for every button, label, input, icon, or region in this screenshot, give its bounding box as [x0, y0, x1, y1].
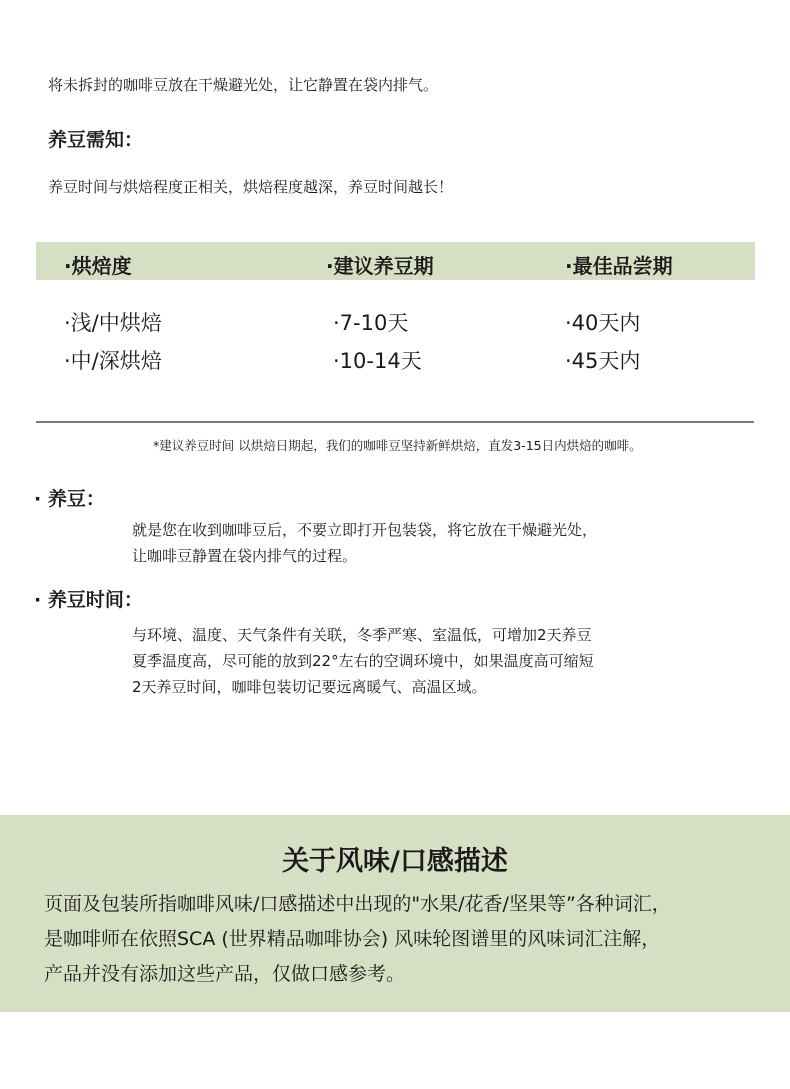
header-degas-period: ·建议养豆期 — [326, 254, 434, 278]
paragraph-line: 让咖啡豆静置在袋内排气的过程。 — [132, 547, 358, 565]
paragraph-line: 就是您在收到咖啡豆后，不要立即打开包装袋，将它放在干燥避光处， — [132, 521, 598, 539]
table-cell: ·中/深烘焙 — [64, 349, 162, 373]
bullet-icon: · — [34, 488, 48, 510]
divider — [36, 421, 754, 423]
flavor-title: 关于风味/口感描述 — [282, 846, 508, 877]
flavor-paragraph — [44, 887, 784, 992]
table-cell: ·40天内 — [565, 311, 641, 335]
paragraph-line: 与环境、温度、天气条件有关联，冬季严寒、室温低，可增加2天养豆 — [132, 626, 592, 644]
degas-time-paragraph — [132, 622, 594, 700]
paragraph-line: 2天养豆时间，咖啡包装切记要远离暖气、高温区域。 — [132, 678, 487, 696]
header-roast-level: ·烘焙度 — [64, 254, 132, 278]
paragraph-line: 夏季温度高，尽可能的放到22°左右的空调环境中，如果温度高可缩短 — [132, 652, 594, 670]
table-cell: ·45天内 — [565, 349, 641, 373]
table-cell: ·7-10天 — [333, 311, 409, 335]
table-footnote: *建议养豆时间 以烘焙日期起，我们的咖啡豆坚持新鲜烘焙，直发3-15日内烘焙的咖啡。 — [153, 438, 642, 453]
paragraph-line: 是咖啡师在依照SCA (世界精品咖啡协会) 风味轮图谱里的风味词汇注解， — [44, 928, 661, 950]
roast-table-header — [36, 242, 755, 280]
table-cell: ·10-14天 — [333, 349, 422, 373]
header-best-tasting: ·最佳品尝期 — [565, 254, 673, 278]
need-to-know-desc: 养豆时间与烘焙程度正相关，烘焙程度越深，养豆时间越长！ — [48, 178, 454, 196]
need-to-know-heading: 养豆需知： — [48, 129, 144, 151]
bullet-icon: · — [34, 589, 48, 611]
paragraph-line: 产品并没有添加这些产品，仅做口感参考。 — [44, 963, 406, 985]
degas-paragraph — [132, 517, 597, 569]
degas-time-title: 养豆时间： — [47, 589, 143, 611]
degas-heading — [34, 484, 105, 511]
table-cell: ·浅/中烘焙 — [64, 311, 162, 335]
degas-time-heading — [34, 585, 143, 612]
paragraph-line: 页面及包装所指咖啡风味/口感描述中出现的"水果/花香/坚果等”各种词汇， — [44, 893, 671, 915]
intro-text: 将未拆封的咖啡豆放在干燥避光处，让它静置在袋内排气。 — [48, 76, 439, 94]
degas-title: 养豆： — [47, 488, 105, 510]
flavor-banner — [0, 815, 790, 1012]
